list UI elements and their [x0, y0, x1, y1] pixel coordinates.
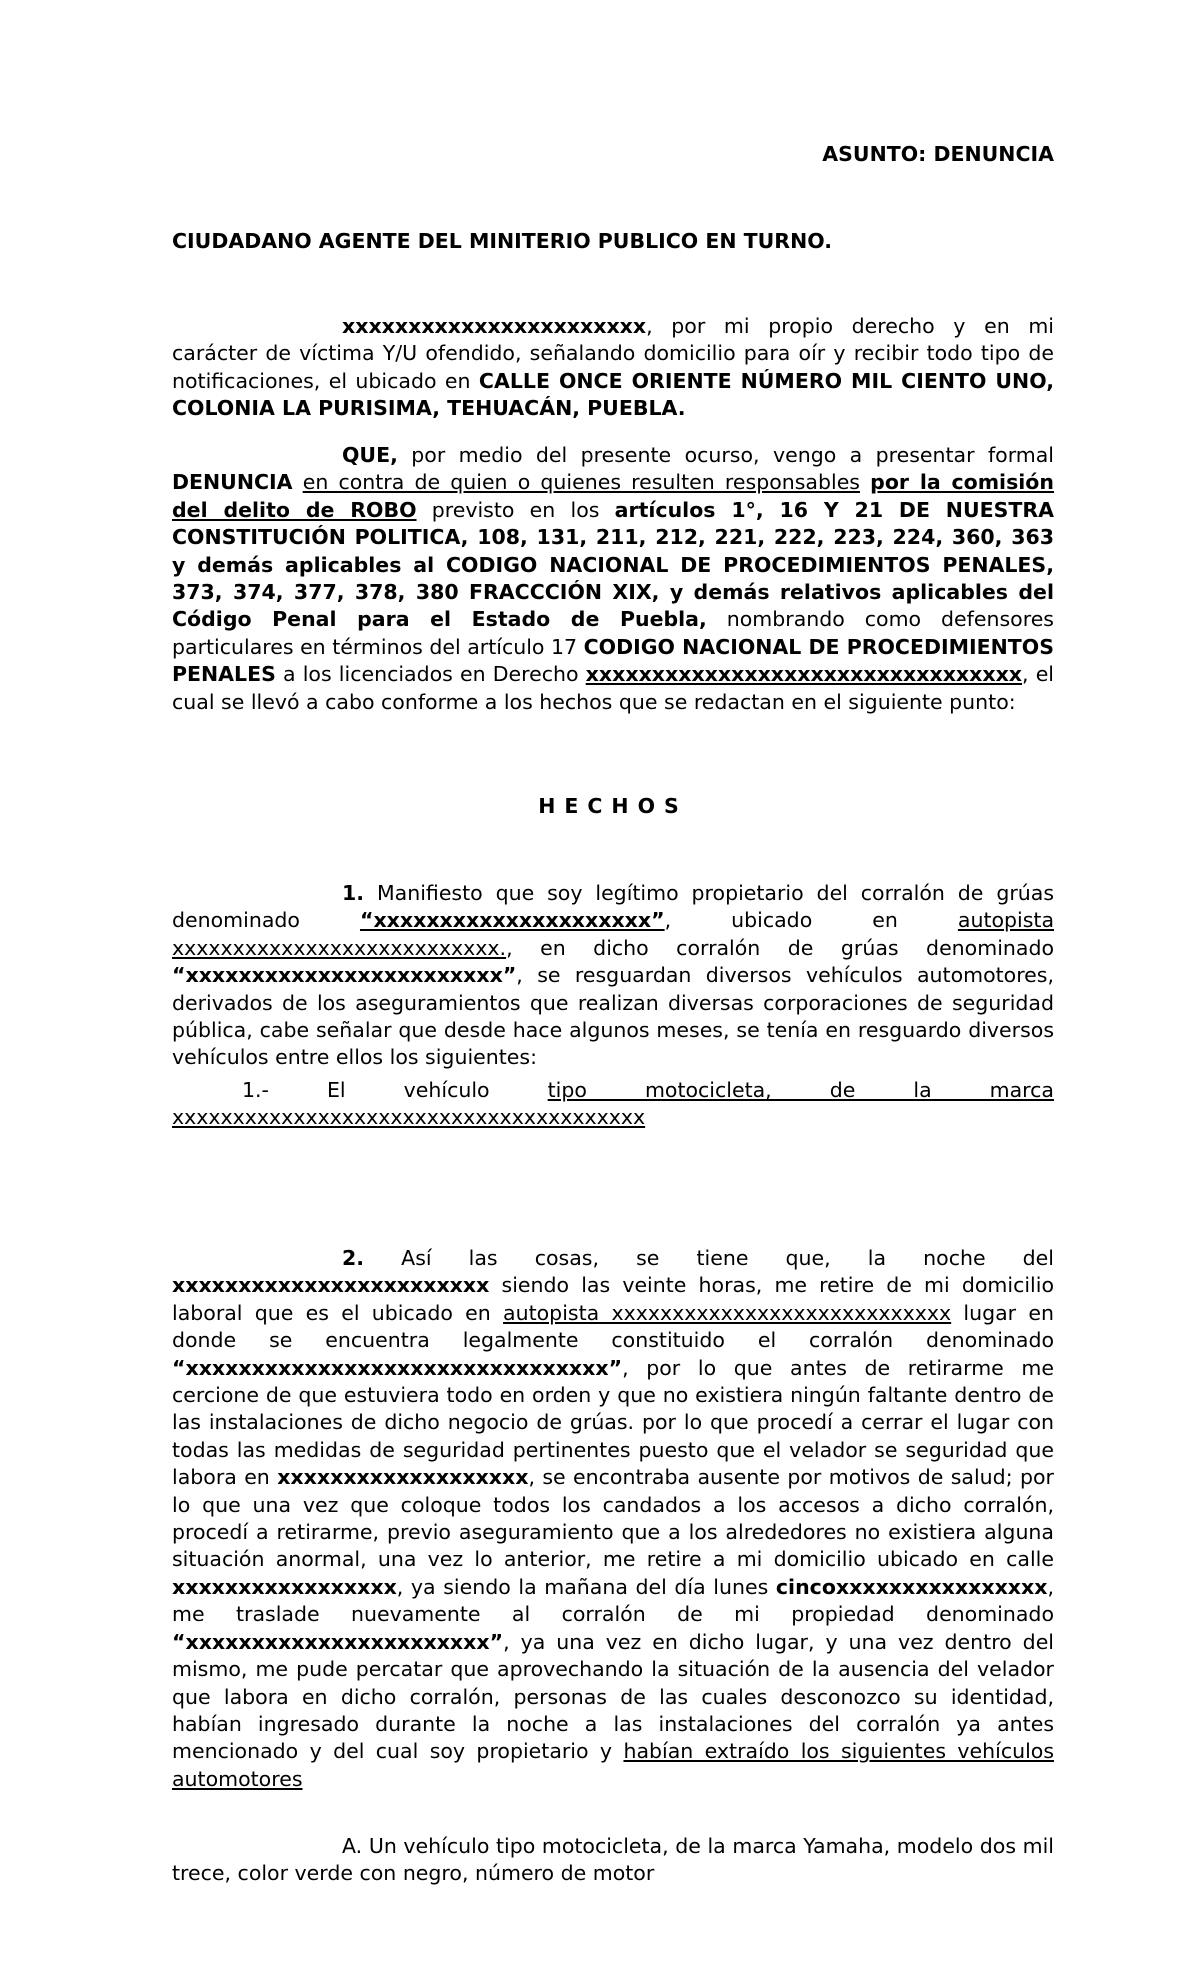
crime-phrase: por la comisión del delito de ROBO: [172, 470, 1054, 522]
vehicle-item-1-text: tipo motocicleta, de la marca xxxxxxxxxxxxxxxxxxxxxxxxxxxxxxxxxxxxxxx: [172, 1078, 1054, 1130]
fact-1-name-1: “xxxxxxxxxxxxxxxxxxxxx”: [359, 908, 665, 933]
lawyers-names: xxxxxxxxxxxxxxxxxxxxxxxxxxxxxxxxx: [585, 662, 1023, 687]
fact-2-text-4: , por lo que antes de retirarme me cercione de que estuviera todo en orden y que no existiera ningún faltante dentro de las instalaciones de dicho negocio de grúas. por lo que procedí a cerrar el lugar con todas las medidas de seguridad pertinentes puesto que el velador se seguridad que labora en: [172, 1355, 1054, 1490]
complaint-text-1: por medio del presente ocurso, vengo a presentar formal: [397, 443, 1054, 467]
fact-1-number: 1.: [342, 881, 365, 905]
vehicle-item-1: [172, 1077, 1054, 1132]
fact-2-text-6: , ya siendo la mañana del día lunes: [396, 1574, 776, 1599]
intro-text: , por mi propio derecho y en mi carácter de víctima Y/U ofendido, señalando domicilio para oír y recibir todo tipo de notificaciones, el ubicado en: [172, 314, 1054, 393]
vehicle-item-1-prefix: 1.- El vehículo: [242, 1078, 548, 1102]
articles-list: artículos 1°, 16 Y 21 DE NUESTRA CONSTITUCIÓN POLITICA, 108, 131, 211, 212, 221, 222, 223, 224, 360, 363 y demás aplicables al CODIGO NACIONAL DE PROCEDIMIENTOS PENALES, 373, 374, 377, 378, 380 FRACCCIÓN XIX, y demás relativos aplicables del Código Penal para el Estado de Puebla,: [172, 497, 1055, 632]
fact-1-paragraph: [172, 880, 1054, 1072]
complainant-name: xxxxxxxxxxxxxxxxxxxxxxx: [342, 314, 647, 338]
fact-2-text-2: siendo las veinte horas, me retire de mi domicilio laboral que es el ubicado en: [172, 1273, 1054, 1325]
addressee-line: CIUDADANO AGENTE DEL MINITERIO PUBLICO EN TURNO.: [172, 229, 833, 253]
fact-2-extracted: habían extraído los siguientes vehículos automotores: [172, 1739, 1055, 1791]
vehicle-item-a-text: Un vehículo tipo motocicleta, de la marca Yamaha, modelo dos mil trece, color verde con negro, número de motor: [172, 1834, 1054, 1886]
que-word: QUE,: [342, 443, 398, 467]
fact-2-name-2: “xxxxxxxxxxxxxxxxxxxxxxx”: [172, 1629, 504, 1654]
fact-2-text-8: , ya una vez en dicho lugar, y una vez dentro del mismo, me pude percatar que aprovechando la situación de la ausencia del velador que labora en dicho corralón, personas de las cuales desconozco su identidad, habían ingresado durante la noche a las instalaciones del corralón ya antes mencionado y del cual soy propietario y: [172, 1629, 1054, 1764]
against-phrase: en contra de quien o quienes resulten responsables: [302, 470, 860, 495]
complaint-text-5: nombrando como defensores particulares en términos del artículo 17: [172, 607, 1054, 659]
fact-2-text-1: Así las cosas, se tiene que, la noche del: [364, 1246, 1054, 1270]
complaint-text-3: [860, 470, 870, 494]
fact-1-text-4: , se resguardan diversos vehículos automotores, derivados de los aseguramientos que realizan diversas corporaciones de seguridad pública, cabe señalar que desde hace algunos meses, se tenía en resguardo diversos vehículos entre ellos los siguientes:: [172, 963, 1054, 1070]
complainant-address: CALLE ONCE ORIENTE NÚMERO MIL CIENTO UNO, COLONIA LA PURISIMA, TEHUACÁN, PUEBLA.: [172, 368, 1054, 421]
complaint-text-2: [293, 470, 303, 494]
fact-1-name-2: “xxxxxxxxxxxxxxxxxxxxxxxx”: [172, 963, 517, 988]
fact-2-text-7: , me traslade nuevamente al corralón de mi propiedad denominado: [172, 1574, 1054, 1627]
complaint-paragraph: [172, 442, 1054, 716]
fact-2-location: autopista xxxxxxxxxxxxxxxxxxxxxxxxxxxx: [503, 1300, 952, 1325]
fact-1-location: autopista xxxxxxxxxxxxxxxxxxxxxxxxxxx.: [172, 908, 1055, 960]
subject-line: ASUNTO: DENUNCIA: [822, 142, 1054, 166]
complaint-text-7: , el cual se llevó a cabo conforme a los hechos que se redactan en el siguiente punto:: [172, 662, 1054, 714]
fact-2-paragraph: [172, 1245, 1054, 1793]
fact-2-date-2: cincoxxxxxxxxxxxxxxxx: [775, 1574, 1048, 1599]
denuncia-word: DENUNCIA: [172, 470, 293, 495]
fact-2-text-3: lugar en donde se encuentra legalmente constituido el corralón denominado: [172, 1300, 1054, 1353]
facts-heading: HECHOS: [538, 794, 688, 818]
fact-1-text-1: Manifiesto que soy legítimo propietario del corralón de grúas denominado: [172, 881, 1054, 933]
vehicle-item-a: [172, 1833, 1054, 1888]
intro-paragraph: [172, 313, 1054, 423]
complaint-text-6: a los licenciados en Derecho: [275, 662, 586, 687]
fact-2-street: xxxxxxxxxxxxxxxxx: [172, 1574, 397, 1599]
vehicle-item-a-letter: A.: [342, 1834, 363, 1858]
fact-2-number: 2.: [342, 1246, 365, 1270]
fact-2-text-5: , se encontraba ausente por motivos de salud; por lo que una vez que coloque todos los candados a los accesos a dicho corralón, procedí a retirarme, previo aseguramiento que a los alrededores no existiera alguna situación anormal, una vez lo anterior, me retire a mi domicilio ubicado en calle: [172, 1465, 1054, 1572]
complaint-text-4: previsto en los: [416, 497, 615, 522]
fact-1-text-3: , en dicho corralón de grúas denominado: [506, 935, 1054, 960]
fact-2-place: xxxxxxxxxxxxxxxxxxx: [277, 1465, 529, 1490]
code-name: CODIGO NACIONAL DE PROCEDIMIENTOS PENALES: [172, 634, 1054, 687]
fact-2-date-1: xxxxxxxxxxxxxxxxxxxxxxxx: [172, 1273, 490, 1298]
fact-2-name-1: “xxxxxxxxxxxxxxxxxxxxxxxxxxxxxxxx”: [172, 1355, 623, 1380]
fact-1-text-2: , ubicado en: [664, 908, 958, 933]
